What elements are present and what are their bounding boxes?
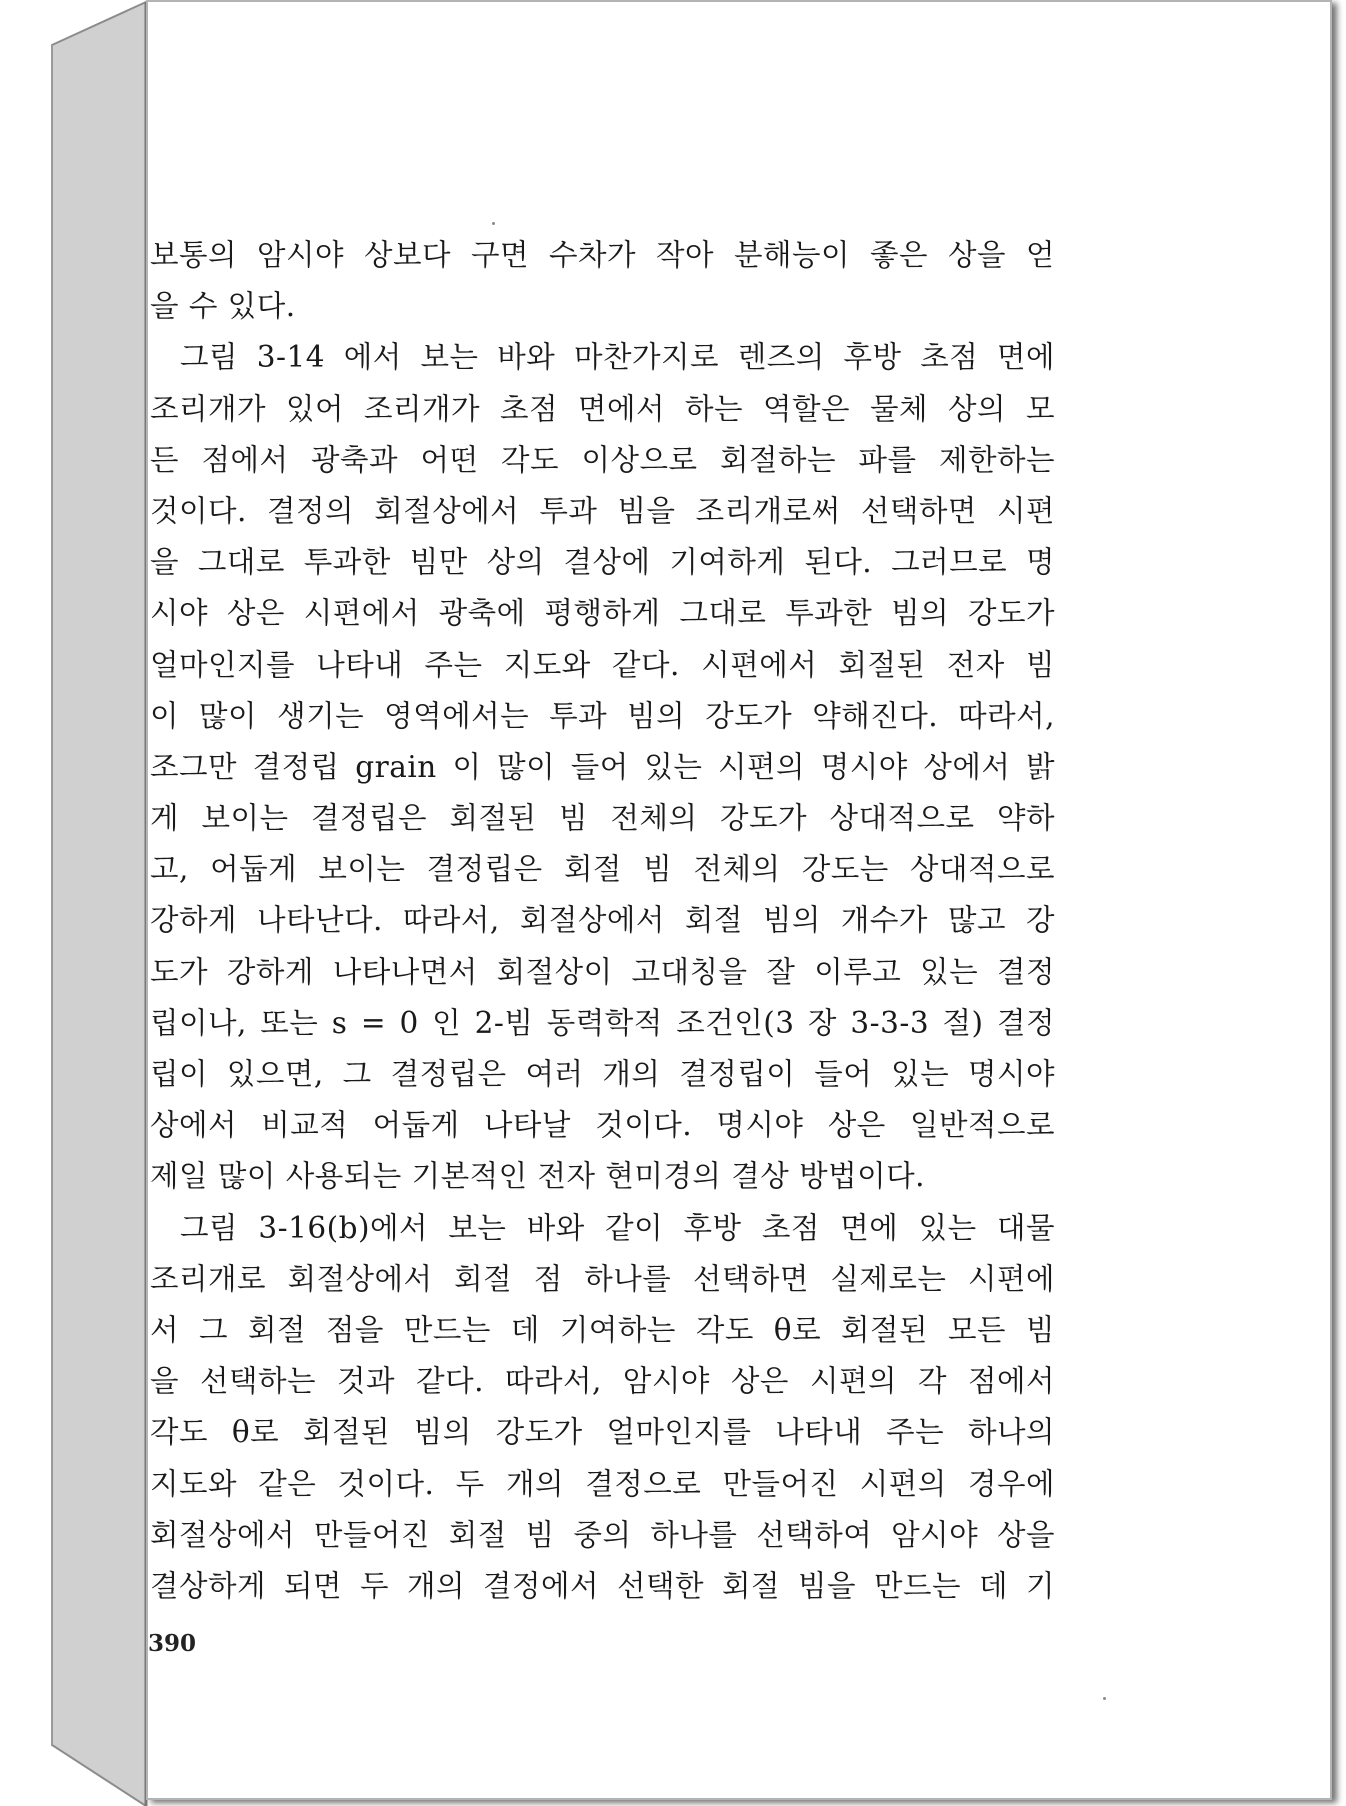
text-line: 결상하게 되면 두 개의 결정에서 선택한 회절 빔을 만드는 데 기	[150, 1568, 1055, 1603]
text-line: 든 점에서 광축과 어떤 각도 이상으로 회절하는 파를 제한하는	[150, 442, 1055, 477]
text-line: 얼마인지를 나타내 주는 지도와 같다. 시편에서 회절된 전자 빔	[150, 647, 1055, 682]
text-line: 고, 어둡게 보이는 결정립은 회절 빔 전체의 강도는 상대적으로	[150, 852, 1055, 887]
text-line: 보통의 암시야 상보다 구면 수차가 작아 분해능이 좋은 상을 얻	[150, 238, 1055, 272]
page-number: 390	[148, 1630, 197, 1657]
body-text	[150, 230, 1055, 1612]
text-line: 조리개가 있어 조리개가 초점 면에서 하는 역할은 물체 상의 모	[150, 391, 1055, 426]
text-line: 시야 상은 시편에서 광축에 평행하게 그대로 투과한 빔의 강도가	[150, 596, 1055, 631]
text-line: 그림 3-16(b)에서 보는 바와 같이 후방 초점 면에 있는 대물	[180, 1210, 1055, 1245]
text-line: 각도 θ로 회절된 빔의 강도가 얼마인지를 나타내 주는 하나의	[150, 1415, 1055, 1450]
dust-speck	[1103, 1697, 1106, 1700]
text-line: 것이다. 결정의 회절상에서 투과 빔을 조리개로써 선택하면 시편	[150, 493, 1055, 528]
text-line: 제일 많이 사용되는 기본적인 전자 현미경의 결상 방법이다.	[150, 1159, 925, 1194]
text-line: 립이나, 또는 s = 0 인 2-빔 동력학적 조건인(3 장 3-3-3 절) 결정	[150, 1005, 1055, 1040]
text-line: 립이 있으면, 그 결정립은 여러 개의 결정립이 들어 있는 명시야	[150, 1057, 1055, 1091]
text-line: 조리개로 회절상에서 회절 점 하나를 선택하면 실제로는 시편에	[150, 1261, 1055, 1296]
text-line: 그림 3-14 에서 보는 바와 마찬가지로 렌즈의 후방 초점 면에	[180, 340, 1055, 375]
book-spine	[0, 0, 150, 1806]
text-line: 서 그 회절 점을 만드는 데 기여하는 각도 θ로 회절된 모든 빔	[150, 1312, 1055, 1347]
text-line: 을 그대로 투과한 빔만 상의 결상에 기여하게 된다. 그러므로 명	[150, 545, 1055, 580]
text-line: 을 수 있다.	[150, 289, 296, 324]
text-line: 상에서 비교적 어둡게 나타날 것이다. 명시야 상은 일반적으로	[150, 1108, 1055, 1143]
text-line: 도가 강하게 나타나면서 회절상이 고대칭을 잘 이루고 있는 결정	[150, 954, 1055, 989]
text-line: 을 선택하는 것과 같다. 따라서, 암시야 상은 시편의 각 점에서	[150, 1364, 1055, 1399]
text-line: 지도와 같은 것이다. 두 개의 결정으로 만들어진 시편의 경우에	[150, 1466, 1055, 1501]
text-line: 강하게 나타난다. 따라서, 회절상에서 회절 빔의 개수가 많고 강	[150, 903, 1055, 938]
text-line: 조그만 결정립 grain 이 많이 들어 있는 시편의 명시야 상에서 밝	[150, 749, 1055, 784]
text-line: 회절상에서 만들어진 회절 빔 중의 하나를 선택하여 암시야 상을	[150, 1517, 1055, 1552]
text-line: 이 많이 생기는 영역에서는 투과 빔의 강도가 약해진다. 따라서,	[150, 698, 1055, 733]
text-line: 게 보이는 결정립은 회절된 빔 전체의 강도가 상대적으로 약하	[150, 801, 1055, 836]
dust-speck	[492, 222, 495, 225]
